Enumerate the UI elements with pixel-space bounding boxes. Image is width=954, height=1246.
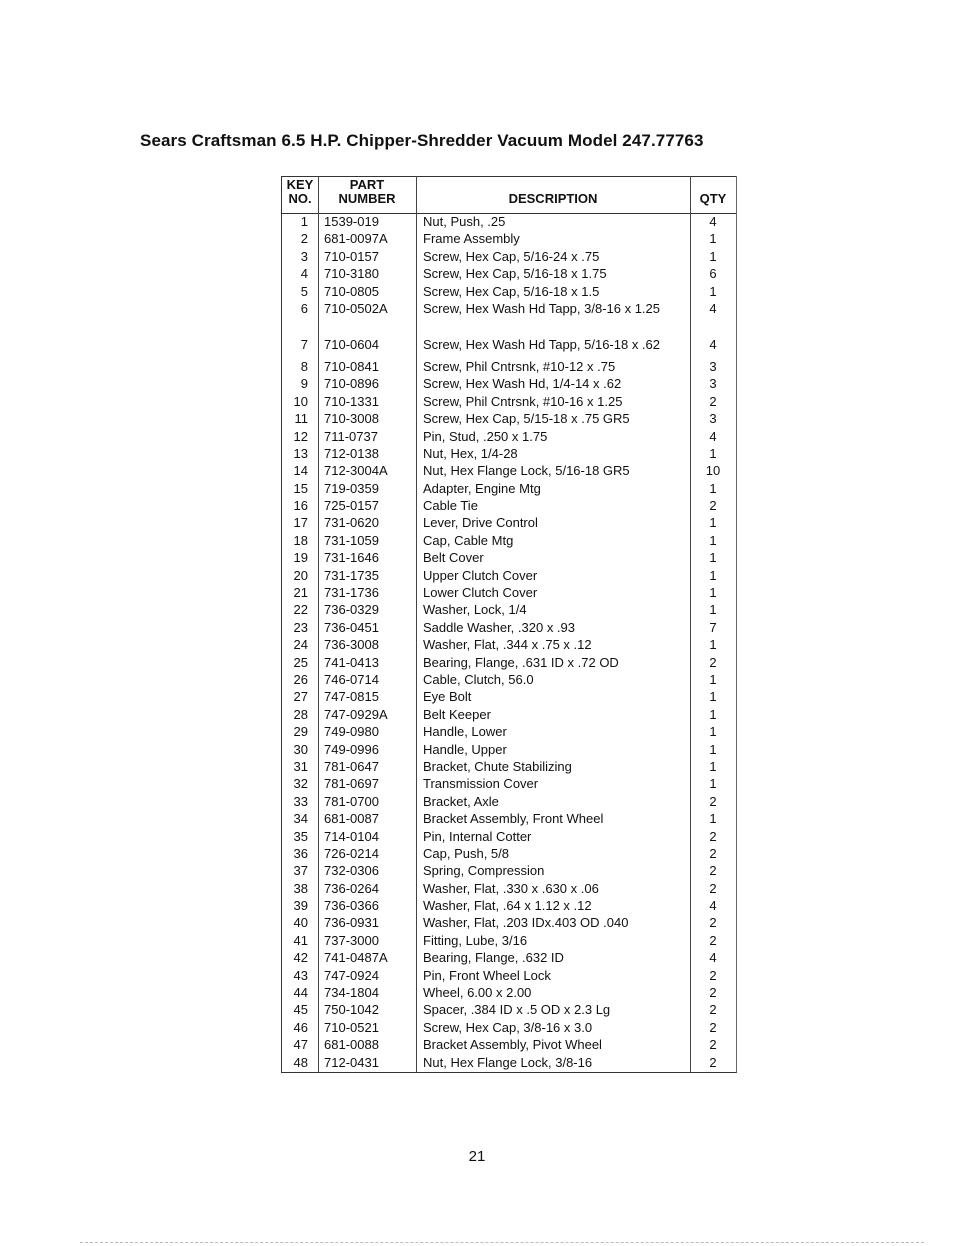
table-row [282,671,736,688]
table-row [282,1001,736,1018]
key-no-cell: 43 [293,967,308,983]
qty-cell: 2 [709,967,717,983]
part-number-cell: 731-1059 [324,532,379,548]
table-row [282,213,736,230]
part-number-cell: 747-0815 [324,689,379,705]
qty-cell: 2 [709,793,717,809]
key-no-cell: 37 [293,863,308,879]
key-no-cell: 20 [293,567,308,583]
part-number-cell: 734-1804 [324,985,379,1001]
page-number: 21 [468,1148,486,1165]
key-no-cell: 46 [293,1019,308,1035]
part-number-cell: 681-0097A [324,231,388,247]
description-cell: Bracket, Axle [423,793,499,809]
part-number-cell: 737-3000 [324,932,379,948]
table-row [282,532,736,549]
table-row [282,758,736,775]
key-no-cell: 38 [293,880,308,896]
table-body [282,213,736,1071]
description-cell: Lever, Drive Control [423,515,538,531]
table-row [282,1036,736,1053]
key-no-cell: 39 [293,898,308,914]
key-no-cell: 21 [293,585,308,601]
key-no-cell: 1 [300,214,308,229]
description-cell: Washer, Lock, 1/4 [423,602,527,618]
qty-cell: 2 [709,932,717,948]
table-row [282,845,736,862]
table-row [282,619,736,636]
description-cell: Bracket Assembly, Front Wheel [423,811,604,827]
table-row [282,793,736,810]
table-row [282,862,736,879]
description-cell: Belt Cover [423,550,484,566]
description-cell: Spring, Compression [423,863,545,879]
part-number-cell: 741-0487A [324,950,388,966]
description-cell: Wheel, 6.00 x 2.00 [423,985,532,1001]
table-row [282,462,736,479]
description-cell: Handle, Upper [423,741,507,757]
qty-cell: 4 [709,950,717,966]
table-row [282,230,736,247]
qty-cell: 1 [709,532,717,548]
qty-cell: 2 [709,880,717,896]
qty-cell: 1 [709,637,717,653]
description-cell: Saddle Washer, .320 x .93 [423,619,576,635]
qty-cell: 2 [709,863,717,879]
qty-cell: 1 [709,689,717,705]
table-row [282,248,736,265]
key-no-cell: 14 [293,463,308,479]
key-no-cell: 12 [293,428,308,444]
qty-cell: 2 [709,828,717,844]
table-row [282,445,736,462]
header-part-number [318,177,416,213]
parts-table [281,176,737,1073]
header-key-label: KEY NO. [286,177,314,206]
key-no-cell: 18 [293,532,308,548]
part-number-cell: 712-3004A [324,463,388,479]
qty-cell: 1 [709,671,717,687]
key-no-cell: 42 [293,950,308,966]
description-cell: Cable Tie [423,498,478,514]
part-number-cell: 714-0104 [324,828,379,844]
key-no-cell: 40 [293,915,308,931]
key-no-cell: 26 [293,671,308,687]
table-row [282,300,736,336]
table-row [282,514,736,531]
table-row [282,897,736,914]
table-row [282,949,736,966]
key-no-cell: 44 [293,985,308,1001]
key-no-cell: 13 [293,445,308,461]
qty-cell: 3 [709,411,717,427]
table-row [282,393,736,410]
key-no-cell: 36 [293,845,308,861]
description-cell: Cap, Push, 5/8 [423,845,509,861]
part-number-cell: 736-0264 [324,880,379,896]
qty-cell: 7 [709,619,717,635]
qty-cell: 10 [705,463,721,479]
key-no-cell: 48 [293,1054,308,1070]
description-cell: Fitting, Lube, 3/16 [423,932,528,948]
description-cell: Pin, Front Wheel Lock [423,967,551,983]
description-cell: Screw, Hex Wash Hd Tapp, 3/8-16 x 1.25 [423,300,661,316]
part-number-cell: 725-0157 [324,498,379,514]
description-cell: Washer, Flat, .344 x .75 x .12 [423,637,592,653]
part-number-cell: 710-0805 [324,283,379,299]
key-no-cell: 31 [293,758,308,774]
qty-cell: 2 [709,915,717,931]
part-number-cell: 746-0714 [324,671,379,687]
qty-cell: 4 [709,428,717,444]
description-cell: Screw, Hex Cap, 3/8-16 x 3.0 [423,1019,593,1035]
table-row [282,723,736,740]
description-cell: Spacer, .384 ID x .5 OD x 2.3 Lg [423,1002,611,1018]
description-cell: Bearing, Flange, .631 ID x .72 OD [423,654,619,670]
description-cell: Screw, Hex Cap, 5/16-24 x .75 [423,248,600,264]
qty-cell: 2 [709,393,717,409]
part-number-cell: 710-0896 [324,376,379,392]
table-row [282,1019,736,1036]
qty-cell: 1 [709,567,717,583]
table-row [282,358,736,375]
key-no-cell: 24 [293,637,308,653]
key-no-cell: 8 [300,358,308,374]
table-row [282,497,736,514]
key-no-cell: 28 [293,706,308,722]
key-no-cell: 32 [293,776,308,792]
qty-cell: 3 [709,358,717,374]
description-cell: Washer, Flat, .64 x 1.12 x .12 [423,898,592,914]
part-number-cell: 781-0647 [324,758,379,774]
table-row [282,828,736,845]
key-no-cell: 41 [293,932,308,948]
table-row [282,336,736,358]
qty-cell: 1 [709,585,717,601]
qty-cell: 1 [709,776,717,792]
description-cell: Transmission Cover [423,776,539,792]
description-cell: Screw, Hex Cap, 5/16-18 x 1.75 [423,266,607,282]
description-cell: Screw, Phil Cntrsnk, #10-12 x .75 [423,358,616,374]
qty-cell: 1 [709,231,717,247]
key-no-cell: 7 [300,336,308,352]
qty-cell: 4 [709,898,717,914]
qty-cell: 2 [709,1054,717,1070]
part-number-cell: 731-1646 [324,550,379,566]
table-row [282,428,736,445]
part-number-cell: 710-3180 [324,266,379,282]
table-row [282,601,736,618]
description-cell: Cap, Cable Mtg [423,532,514,548]
table-row [282,741,736,758]
key-no-cell: 6 [300,300,308,316]
key-no-cell: 35 [293,828,308,844]
table-row [282,688,736,705]
part-number-cell: 710-0841 [324,358,379,374]
table-row [282,410,736,427]
part-number-cell: 736-0931 [324,915,379,931]
part-number-cell: 750-1042 [324,1002,379,1018]
description-cell: Pin, Internal Cotter [423,828,532,844]
description-cell: Bracket, Chute Stabilizing [423,758,572,774]
description-cell: Washer, Flat, .203 IDx.403 OD .040 [423,915,629,931]
part-number-cell: 710-0157 [324,248,379,264]
description-cell: Nut, Hex, 1/4-28 [423,445,518,461]
description-cell: Screw, Hex Cap, 5/15-18 x .75 GR5 [423,411,630,427]
key-no-cell: 45 [293,1002,308,1018]
table-header [282,176,736,214]
part-number-cell: 781-0697 [324,776,379,792]
key-no-cell: 29 [293,724,308,740]
part-number-cell: 712-0431 [324,1054,379,1070]
table-row [282,375,736,392]
part-number-cell: 747-0929A [324,706,388,722]
qty-cell: 1 [709,283,717,299]
header-description: DESCRIPTION [508,191,598,206]
description-cell: Adapter, Engine Mtg [423,480,541,496]
description-cell: Bracket Assembly, Pivot Wheel [423,1037,602,1053]
part-number-cell: 741-0413 [324,654,379,670]
qty-cell: 1 [709,811,717,827]
part-number-cell: 710-0521 [324,1019,379,1035]
part-number-cell: 710-0502A [324,300,388,316]
header-part-label: PART NUMBER [338,177,396,206]
qty-cell: 2 [709,1037,717,1053]
table-row [282,480,736,497]
table-row [282,984,736,1001]
key-no-cell: 23 [293,619,308,635]
key-no-cell: 34 [293,811,308,827]
description-cell: Lower Clutch Cover [423,585,538,601]
description-cell: Washer, Flat, .330 x .630 x .06 [423,880,599,896]
part-number-cell: 710-1331 [324,393,379,409]
qty-cell: 2 [709,498,717,514]
key-no-cell: 17 [293,515,308,531]
description-cell: Handle, Lower [423,724,507,740]
description-cell: Frame Assembly [423,231,520,247]
qty-cell: 2 [709,1002,717,1018]
part-number-cell: 710-0604 [324,336,379,352]
table-row [282,810,736,827]
qty-cell: 1 [709,602,717,618]
description-cell: Belt Keeper [423,706,491,722]
key-no-cell: 27 [293,689,308,705]
key-no-cell: 11 [294,411,308,427]
page-title: Sears Craftsman 6.5 H.P. Chipper-Shredder Vacuum Model 247.77763 [140,131,704,150]
part-number-cell: 681-0088 [324,1037,379,1053]
key-no-cell: 30 [293,741,308,757]
description-cell: Cable, Clutch, 56.0 [423,671,534,687]
part-number-cell: 731-0620 [324,515,379,531]
description-cell: Eye Bolt [423,689,472,705]
key-no-cell: 5 [300,283,308,299]
description-cell: Pin, Stud, .250 x 1.75 [423,428,548,444]
qty-cell: 4 [709,214,717,229]
part-number-cell: 732-0306 [324,863,379,879]
qty-cell: 6 [709,266,717,282]
part-number-cell: 731-1736 [324,585,379,601]
table-row [282,265,736,282]
part-number-cell: 1539-019 [324,214,379,229]
key-no-cell: 16 [293,498,308,514]
qty-cell: 1 [709,515,717,531]
table-row [282,775,736,792]
description-cell: Screw, Hex Wash Hd, 1/4-14 x .62 [423,376,622,392]
part-number-cell: 747-0924 [324,967,379,983]
table-row [282,283,736,300]
footer-rule [80,1242,924,1243]
qty-cell: 1 [709,445,717,461]
key-no-cell: 19 [293,550,308,566]
key-no-cell: 22 [293,602,308,618]
key-no-cell: 2 [300,231,308,247]
table-row [282,549,736,566]
part-number-cell: 681-0087 [324,811,379,827]
key-no-cell: 10 [293,393,308,409]
qty-cell: 4 [709,336,717,352]
key-no-cell: 4 [300,266,308,282]
description-cell: Nut, Push, .25 [423,214,506,229]
description-cell: Nut, Hex Flange Lock, 5/16-18 GR5 [423,463,630,479]
qty-cell: 1 [709,741,717,757]
table-row [282,654,736,671]
key-no-cell: 15 [293,480,308,496]
table-row [282,706,736,723]
key-no-cell: 47 [293,1037,308,1053]
key-no-cell: 9 [300,376,308,392]
description-cell: Screw, Hex Cap, 5/16-18 x 1.5 [423,283,600,299]
qty-cell: 4 [709,300,717,316]
table-row [282,914,736,931]
part-number-cell: 712-0138 [324,445,379,461]
qty-cell: 2 [709,654,717,670]
table-row [282,584,736,601]
part-number-cell: 736-0366 [324,898,379,914]
qty-cell: 1 [709,706,717,722]
qty-cell: 1 [709,724,717,740]
part-number-cell: 731-1735 [324,567,379,583]
part-number-cell: 711-0737 [324,428,378,444]
part-number-cell: 726-0214 [324,845,379,861]
part-number-cell: 781-0700 [324,793,379,809]
qty-cell: 3 [709,376,717,392]
header-qty: QTY [699,191,727,206]
qty-cell: 1 [709,480,717,496]
key-no-cell: 33 [293,793,308,809]
table-row [282,967,736,984]
description-cell: Bearing, Flange, .632 ID [423,950,564,966]
key-no-cell: 3 [300,248,308,264]
part-number-cell: 719-0359 [324,480,379,496]
part-number-cell: 736-0451 [324,619,379,635]
description-cell: Upper Clutch Cover [423,567,538,583]
part-number-cell: 710-3008 [324,411,379,427]
table-row [282,636,736,653]
description-cell: Nut, Hex Flange Lock, 3/8-16 [423,1054,593,1070]
qty-cell: 1 [709,248,717,264]
header-key-no [282,177,318,213]
part-number-cell: 736-3008 [324,637,379,653]
table-row [282,880,736,897]
key-no-cell: 25 [293,654,308,670]
qty-cell: 2 [709,845,717,861]
qty-cell: 2 [709,1019,717,1035]
table-row [282,932,736,949]
description-cell: Screw, Hex Wash Hd Tapp, 5/16-18 x .62 [423,336,661,352]
part-number-cell: 749-0996 [324,741,379,757]
description-cell: Screw, Phil Cntrsnk, #10-16 x 1.25 [423,393,623,409]
part-number-cell: 749-0980 [324,724,379,740]
qty-cell: 2 [709,985,717,1001]
table-row [282,567,736,584]
qty-cell: 1 [709,550,717,566]
table-row [282,1054,736,1071]
part-number-cell: 736-0329 [324,602,379,618]
qty-cell: 1 [709,758,717,774]
